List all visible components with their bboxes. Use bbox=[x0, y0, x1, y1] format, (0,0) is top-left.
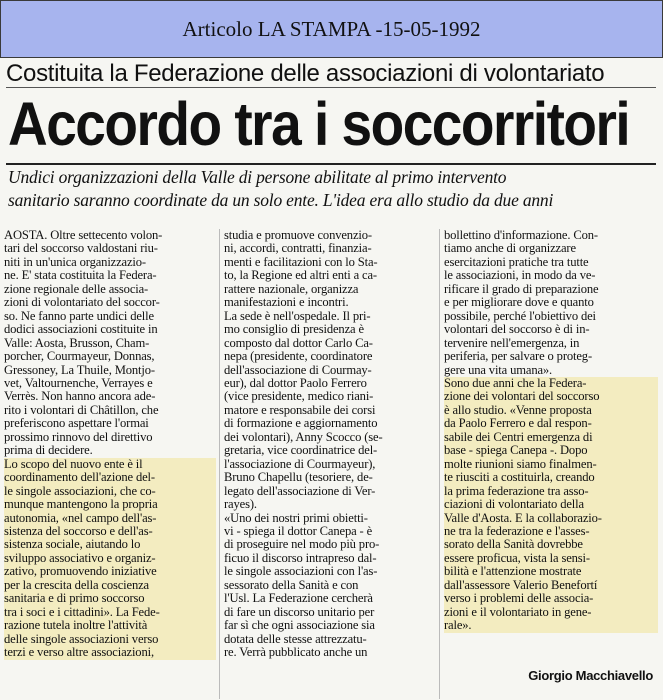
article-line: le singole associazioni, che co- bbox=[4, 485, 216, 498]
article-line: La sede è nell'ospedale. Il pri- bbox=[224, 308, 371, 323]
article-line: re. Verrà pubblicato anche un bbox=[224, 645, 368, 660]
article-headline: Accordo tra i soccorritori bbox=[8, 89, 630, 159]
article-line: Valle: Aosta, Brusson, Cham- bbox=[4, 335, 150, 350]
article-line: verso i problemi delle associa- bbox=[444, 592, 658, 605]
article-line: menti e facilitazioni con lo Sta- bbox=[224, 254, 378, 269]
article-line: tervenire nell'emergenza, in bbox=[444, 335, 580, 350]
article-line: di fare un discorso unitario per bbox=[224, 604, 375, 619]
article-line: l'Usl. La Federazione cercherà bbox=[224, 591, 373, 606]
article-line: sanitaria e di primo soccorso bbox=[4, 592, 216, 605]
article-line: Sono due anni che la Federa- bbox=[444, 377, 658, 390]
article-line: nepa (presidente, coordinatore bbox=[224, 349, 373, 364]
article-line: dei volontari), Anny Scocco (se- bbox=[224, 429, 383, 444]
article-line: molte riunioni siamo finalmen- bbox=[444, 458, 658, 471]
article-line: Verrès. Non hanno ancora ade- bbox=[4, 389, 156, 404]
article-line: ne tra la federazione e l'asses- bbox=[444, 525, 658, 538]
article-column-3 bbox=[444, 229, 658, 633]
article-line: manifestazioni e incontri. bbox=[224, 295, 349, 310]
article-line: ciazioni di volontariato della bbox=[444, 498, 658, 511]
article-line: terzi e verso altre associazioni, bbox=[4, 646, 216, 659]
article-line: niti in un'unica organizzazio- bbox=[4, 254, 146, 269]
article-line: autonomia, «nel campo dell'as- bbox=[4, 512, 216, 525]
article-line: dodici associazioni costituite in bbox=[4, 322, 158, 337]
article-line: possibile, perché l'obiettivo dei bbox=[444, 308, 596, 323]
article-line: mo consiglio di presidenza è bbox=[224, 322, 364, 337]
article-line: preferiscono aspettare l'ormai bbox=[4, 416, 149, 431]
article-line: le singole associazioni con l'as- bbox=[224, 564, 378, 579]
article-line: l'associazione di Courmayeur), bbox=[224, 456, 376, 471]
article-line: gere una vita umana». bbox=[444, 362, 553, 377]
article-line: e per migliorare dove e quanto bbox=[444, 295, 594, 310]
article-line: gretaria, vice coordinatrice del- bbox=[224, 443, 378, 458]
article-line: Gressoney, La Thuile, Montjo- bbox=[4, 362, 155, 377]
article-line: zioni e il volontariato in gene- bbox=[444, 606, 658, 619]
article-line: rattere nazionale, organizza bbox=[224, 281, 359, 296]
article-line: eur), dal dottor Paolo Ferrero bbox=[224, 375, 367, 390]
article-deck bbox=[8, 166, 656, 212]
article-line: ni, accordi, contratti, finanzia- bbox=[224, 241, 372, 256]
article-line: di proseguire nel modo più pro- bbox=[224, 537, 380, 552]
column-divider bbox=[219, 229, 220, 699]
deck-line: sanitario saranno coordinate da un solo ente. L'idea era allo studio da due anni bbox=[8, 190, 554, 210]
article-line: vet, Valtournenche, Verrayes e bbox=[4, 375, 153, 390]
article-line: matore e responsabile dei corsi bbox=[224, 402, 376, 417]
article-line: vi - spiega il dottor Canepa - è bbox=[224, 523, 373, 538]
article-line: far sì che ogni associazione sia bbox=[224, 618, 375, 633]
article-line: dall'assessore Valerio Benefortí bbox=[444, 579, 658, 592]
article-line: zione regionale delle associa- bbox=[4, 281, 149, 296]
article-line: tari del soccorso valdostani riu- bbox=[4, 241, 158, 256]
article-line: per la crescita della coscienza bbox=[4, 579, 216, 592]
column-divider bbox=[439, 229, 440, 699]
article-signature: Giorgio Macchiavello bbox=[528, 668, 653, 683]
article-line: so. Ne fanno parte undici delle bbox=[4, 308, 154, 323]
article-line: periferia, per salvare o proteg- bbox=[444, 349, 592, 364]
article-line: le associazioni, in modo da ve- bbox=[444, 268, 596, 283]
article-line: tiamo anche di organizzare bbox=[444, 241, 576, 256]
article-line: Lo scopo del nuovo ente è il bbox=[4, 458, 216, 471]
article-line: Bruno Chapellu (tesoriere, de- bbox=[224, 470, 373, 485]
article-line: delle singole associazioni verso bbox=[4, 633, 216, 646]
article-line: la prima federazione tra asso- bbox=[444, 485, 658, 498]
deck-line: Undici organizzazioni della Valle di persone abilitate al primo intervento bbox=[8, 167, 507, 187]
article-column-1 bbox=[4, 229, 216, 660]
article-line: ficuo il discorso intrapreso dal- bbox=[224, 550, 377, 565]
article-line: te riusciti a costituirla, creando bbox=[444, 471, 658, 484]
article-line: zativo, promuovendo iniziative bbox=[4, 565, 216, 578]
article-banner: Articolo LA STAMPA -15-05-1992 bbox=[0, 0, 663, 58]
article-line: sabile dei Centri emergenza di bbox=[444, 431, 658, 444]
article-line: volontari del soccorso è di in- bbox=[444, 322, 590, 337]
article-line: rale». bbox=[444, 619, 658, 632]
article-line: è allo studio. «Venne proposta bbox=[444, 404, 658, 417]
article-line: Valle d'Aosta. E la collaborazio- bbox=[444, 512, 658, 525]
article-kicker: Costituita la Federazione delle associazioni di volontariato bbox=[6, 60, 605, 87]
article-line: munque mantengono la propria bbox=[4, 498, 216, 511]
article-line: base - spiega Canepa -. Dopo bbox=[444, 444, 658, 457]
article-line: legato dell'associazione di Ver- bbox=[224, 483, 376, 498]
article-line: «Uno dei nostri primi obietti- bbox=[224, 510, 368, 525]
article-line: ne. E' stata costituita la Federa- bbox=[4, 268, 157, 283]
article-line: esercitazioni pratiche tra tutte bbox=[444, 254, 589, 269]
article-line: rificare il grado di preparazione bbox=[444, 281, 599, 296]
article-line: sessorato della Sanità e con bbox=[224, 577, 359, 592]
article-line: sviluppo associativo e organiz- bbox=[4, 552, 216, 565]
article-line: to, la Regione ed altri enti a ca- bbox=[224, 268, 377, 283]
article-line: (vice presidente, medico riani- bbox=[224, 389, 374, 404]
article-line: dell'associazione di Courmay- bbox=[224, 362, 372, 377]
article-line: sorato della Sanità dovrebbe bbox=[444, 538, 658, 551]
article-line: composto dal dottor Carlo Ca- bbox=[224, 335, 373, 350]
headline-rule bbox=[6, 163, 656, 165]
article-line: rayes). bbox=[224, 497, 257, 512]
article-line: prossimo rinnovo del direttivo bbox=[4, 429, 153, 444]
article-line: zione dei volontari del soccorso bbox=[444, 390, 658, 403]
article-line: razione tutela inoltre l'attività bbox=[4, 619, 216, 632]
article-line: rito i volontari di Châtillon, che bbox=[4, 402, 159, 417]
article-line: di formazione e aggiornamento bbox=[224, 416, 378, 431]
article-line: zioni di volontariato del soccor- bbox=[4, 295, 160, 310]
article-line: da Paolo Ferrero e dal respon- bbox=[444, 417, 658, 430]
article-line: AOSTA. Oltre settecento volon- bbox=[4, 228, 163, 242]
article-line: porcher, Courmayeur, Donnas, bbox=[4, 349, 155, 364]
article-line: bilità e l'attenzione mostrate bbox=[444, 565, 658, 578]
article-line: bollettino d'informazione. Con- bbox=[444, 228, 598, 242]
article-line: studia e promuove convenzio- bbox=[224, 228, 372, 242]
article-line: prima di decidere. bbox=[4, 443, 93, 458]
article-line: essere proficua, vista la sensi- bbox=[444, 552, 658, 565]
article-line: sistenza sociale, aiutando lo bbox=[4, 538, 216, 551]
article-line: tra i soci e i cittadini». La Fede- bbox=[4, 606, 216, 619]
article-line: dotata delle stesse attrezzatu- bbox=[224, 631, 367, 646]
article-line: sistenza del soccorso e dell'as- bbox=[4, 525, 216, 538]
article-line: coordinamento dell'azione del- bbox=[4, 471, 216, 484]
article-column-2 bbox=[224, 229, 435, 660]
